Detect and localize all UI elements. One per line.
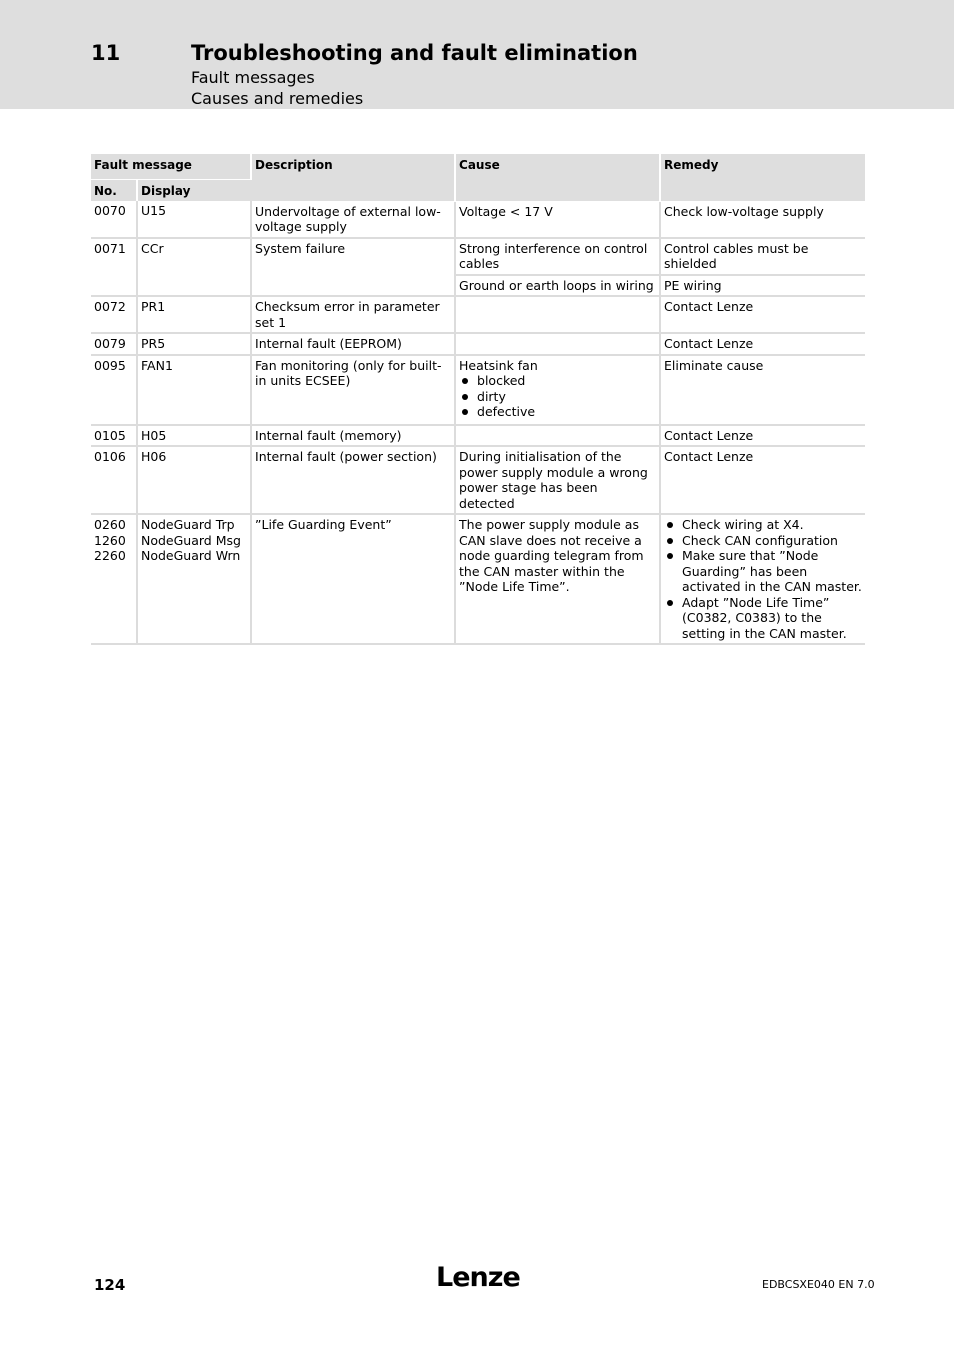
- fault-description: Checksum error in parameter set 1: [251, 296, 455, 333]
- fault-display: H05: [137, 425, 251, 447]
- fault-description: Internal fault (power section): [251, 446, 455, 514]
- fault-display: NodeGuard Msg: [141, 532, 241, 548]
- fault-display: CCr: [137, 238, 251, 297]
- fault-cause: Ground or earth loops in wiring: [455, 275, 660, 297]
- header-remedy: Remedy: [660, 154, 865, 201]
- fault-description: Fan monitoring (only for built-in units ECSEE): [251, 355, 455, 425]
- fault-display: FAN1: [137, 355, 251, 425]
- table-row: [91, 238, 865, 275]
- fault-remedy: [660, 514, 865, 644]
- fault-display-list: [137, 514, 251, 644]
- chapter-number: 11: [91, 41, 121, 65]
- page-number: 124: [94, 1276, 126, 1294]
- list-item: dirty: [459, 389, 656, 405]
- fault-remedy: Check low-voltage supply: [660, 201, 865, 238]
- fault-no: 0072: [91, 296, 137, 333]
- table-row: [91, 514, 865, 644]
- fault-no: 0095: [91, 355, 137, 425]
- fault-description: Internal fault (EEPROM): [251, 333, 455, 355]
- table-row: [91, 201, 865, 238]
- fault-no: 0070: [91, 201, 137, 238]
- document-reference: EDBCSXE040 EN 7.0: [762, 1278, 875, 1291]
- fault-no: 0071: [91, 238, 137, 297]
- fault-remedy: Contact Lenze: [660, 296, 865, 333]
- header-description: Description: [251, 154, 455, 201]
- fault-no: 0106: [91, 446, 137, 514]
- fault-cause: [455, 296, 660, 333]
- fault-remedy: Contact Lenze: [660, 333, 865, 355]
- table-row: [91, 355, 865, 425]
- list-item: Make sure that ”Node Guarding” has been activated in the CAN master.: [664, 548, 862, 595]
- fault-cause: Voltage < 17 V: [455, 201, 660, 238]
- section-subtitle: Fault messages: [191, 68, 315, 87]
- fault-remedy: PE wiring: [660, 275, 865, 297]
- list-item: Check CAN configuration: [664, 533, 862, 549]
- list-item: Adapt ”Node Life Time” (C0382, C0383) to the setting in the CAN master.: [664, 595, 862, 642]
- fault-description: ”Life Guarding Event”: [251, 514, 455, 644]
- fault-description: System failure: [251, 238, 455, 297]
- fault-display: NodeGuard Wrn: [141, 548, 241, 563]
- subsection-subtitle: Causes and remedies: [191, 89, 364, 108]
- fault-no: 0105: [91, 425, 137, 447]
- fault-display: NodeGuard Trp: [141, 517, 235, 532]
- table-row: [91, 446, 865, 514]
- header-display: Display: [137, 179, 251, 201]
- list-item: Check wiring at X4.: [664, 517, 862, 533]
- header-cause: Cause: [455, 154, 660, 201]
- list-item: defective: [459, 404, 656, 420]
- fault-cause: During initialisation of the power supply module a wrong power stage has been detected: [455, 446, 660, 514]
- fault-cause: [455, 333, 660, 355]
- chapter-title: Troubleshooting and fault elimination: [191, 41, 638, 65]
- fault-display: H06: [137, 446, 251, 514]
- remedy-bullet-list: [664, 517, 862, 641]
- fault-cause: The power supply module as CAN slave does not receive a node guarding telegram from the CAN master within the ”Node Life Time”.: [455, 514, 660, 644]
- fault-no: 2260: [94, 548, 126, 563]
- fault-remedy: Eliminate cause: [660, 355, 865, 425]
- fault-remedy: Control cables must be shielded: [660, 238, 865, 275]
- fault-display: U15: [137, 201, 251, 238]
- fault-no-list: [91, 514, 137, 644]
- fault-remedy: Contact Lenze: [660, 446, 865, 514]
- fault-remedy: Contact Lenze: [660, 425, 865, 447]
- cause-bullet-list: [459, 373, 656, 420]
- fault-display: PR1: [137, 296, 251, 333]
- list-item: blocked: [459, 373, 656, 389]
- fault-cause: [455, 425, 660, 447]
- fault-display: PR5: [137, 333, 251, 355]
- lenze-logo: Lenze: [436, 1262, 520, 1293]
- fault-no: 1260: [94, 532, 126, 548]
- fault-description: Undervoltage of external low-voltage supply: [251, 201, 455, 238]
- fault-table: [91, 154, 865, 645]
- cause-text: Heatsink fan: [459, 357, 538, 373]
- table-row: [91, 333, 865, 355]
- header-fault-message: Fault message: [91, 154, 251, 179]
- fault-cause: Strong interference on control cables: [455, 238, 660, 275]
- table-row: [91, 296, 865, 333]
- fault-no: 0079: [91, 333, 137, 355]
- table-row: [91, 425, 865, 447]
- fault-description: Internal fault (memory): [251, 425, 455, 447]
- page-header: [0, 0, 954, 109]
- header-no: No.: [91, 179, 137, 201]
- fault-no: 0260: [94, 517, 126, 532]
- fault-cause: [455, 355, 660, 425]
